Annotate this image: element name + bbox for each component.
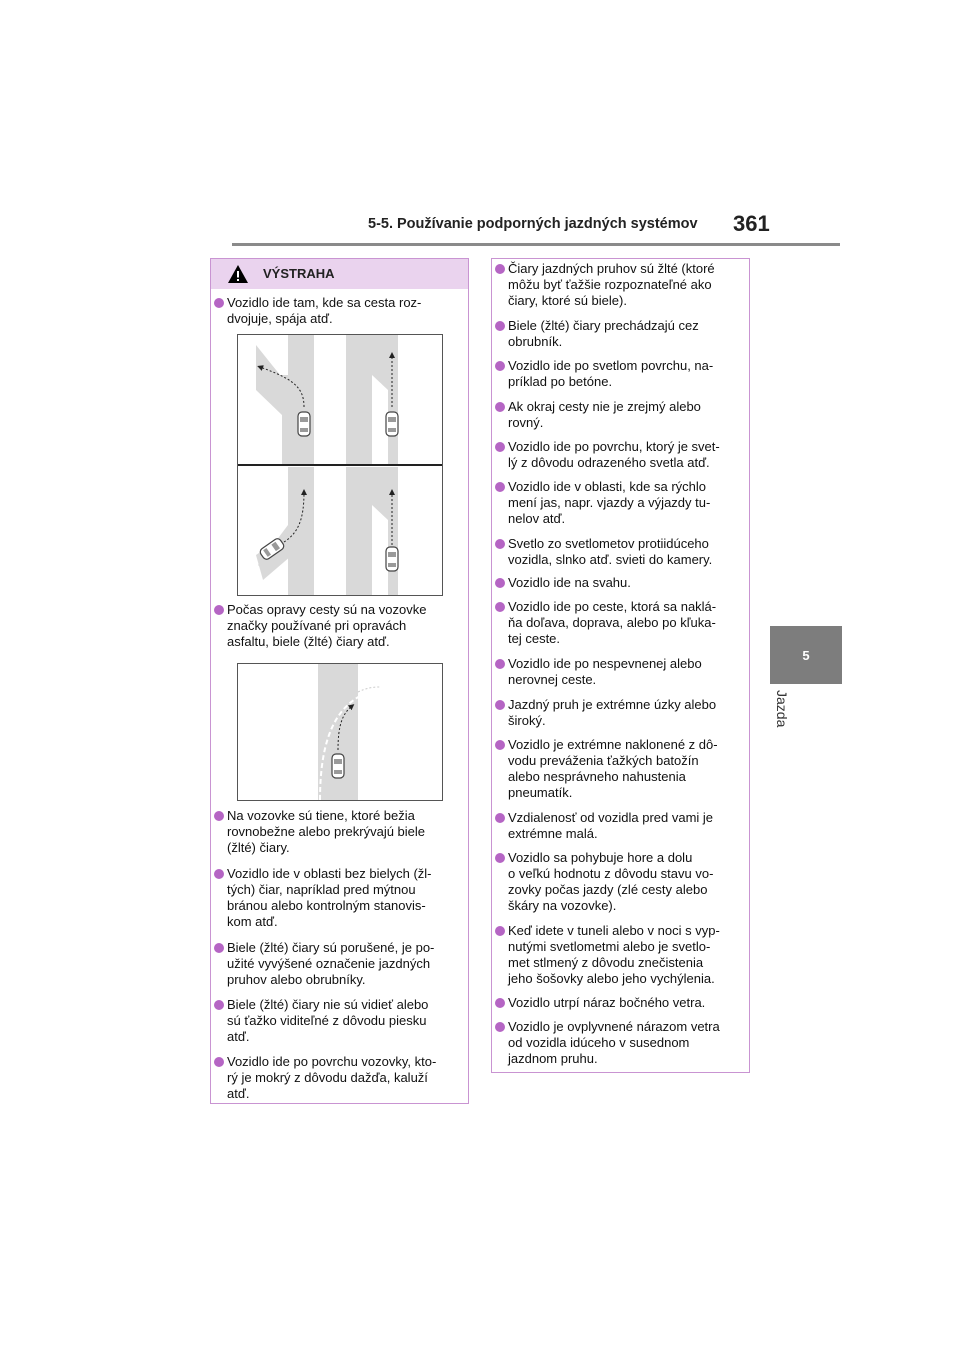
bullet-icon bbox=[214, 869, 224, 879]
list-item-text: Jazdný pruh je extrémne úzky alebo široký. bbox=[508, 697, 717, 728]
chapter-tab: 5 bbox=[770, 626, 842, 684]
bullet-icon bbox=[495, 578, 505, 588]
bullet-icon bbox=[214, 811, 224, 821]
bullet-icon bbox=[495, 740, 505, 750]
warning-title: VÝSTRAHA bbox=[263, 266, 335, 281]
warning-header bbox=[211, 259, 468, 289]
bullet-icon bbox=[495, 853, 505, 863]
section-title: 5-5. Používanie podporných jazdných systémov bbox=[368, 216, 698, 232]
list-item-text: Počas opravy cesty sú na vozovke značky používané pri opravách asfaltu, biele (žlté) čiary atď. bbox=[227, 602, 427, 649]
list-item-text: Biele (žlté) čiary prechádzajú cez obrubník. bbox=[508, 318, 699, 349]
list-item-text: Biele (žlté) čiary sú porušené, je po- užité vyvýšené označenie jazdných pruhov alebo obrubníky. bbox=[227, 940, 435, 987]
list-item-text: Čiary jazdných pruhov sú žlté (ktoré môžu byť ťažšie rozpoznateľné ako čiary, ktoré sú biele). bbox=[508, 261, 715, 308]
bullet-icon bbox=[214, 1000, 224, 1010]
bullet-icon bbox=[495, 926, 505, 936]
bullet-icon bbox=[495, 813, 505, 823]
bullet-icon bbox=[214, 943, 224, 953]
figure-road-repair-marks bbox=[237, 663, 443, 801]
list-item-text: Keď idete v tuneli alebo v noci s vyp- nutými svetlometmi alebo je svetlo- met stlmený z dôvodu znečistenia jeho šošovky alebo jeho vychýlenia. bbox=[508, 923, 720, 986]
bullet-icon bbox=[495, 602, 505, 612]
bullet-icon bbox=[495, 321, 505, 331]
list-item-text: Vozidlo ide tam, kde sa cesta roz- dvojuje, spája atď. bbox=[227, 295, 422, 326]
warning-triangle-icon bbox=[227, 264, 249, 284]
list-item-text: Vozidlo ide v oblasti, kde sa rýchlo mení jas, napr. vjazdy a výjazdy tu- nelov atď. bbox=[508, 479, 711, 526]
list-item-text: Vozidlo ide v oblasti bez bielych (žl- tých) čiar, napríklad pred mýtnou bránou alebo kontrolným stanovis- kom atď. bbox=[227, 866, 432, 929]
list-item-text: Vozidlo ide po nespevnenej alebo nerovnej ceste. bbox=[508, 656, 702, 687]
bullet-icon bbox=[495, 1022, 505, 1032]
warning-box-right bbox=[491, 258, 750, 1073]
list-item-text: Vozidlo ide po povrchu, ktorý je svet- lý z dôvodu odrazeného svetla atď. bbox=[508, 439, 720, 470]
bullet-icon bbox=[214, 605, 224, 615]
list-item-text: Vozidlo je ovplyvnené nárazom vetra od vozidla idúceho v susednom jazdnom pruhu. bbox=[508, 1019, 720, 1066]
bullet-icon bbox=[495, 361, 505, 371]
list-item-text: Biele (žlté) čiary nie sú vidieť alebo sú ťažko viditeľné z dôvodu piesku atď. bbox=[227, 997, 429, 1044]
list-item-text: Vozidlo je extrémne naklonené z dô- vodu preváženia ťažkých batožín alebo nesprávneho nahustenia pneumatík. bbox=[508, 737, 718, 800]
bullet-icon bbox=[495, 482, 505, 492]
bullet-icon bbox=[495, 700, 505, 710]
chapter-label bbox=[774, 690, 808, 740]
warning-box-left bbox=[210, 258, 469, 1104]
list-item-text: Vzdialenosť od vozidla pred vami je extrémne malá. bbox=[508, 810, 714, 841]
bullet-icon bbox=[495, 998, 505, 1008]
figure-road-split bbox=[237, 334, 443, 596]
list-item-text: Svetlo zo svetlometov protiidúceho vozidla, slnko atď. svieti do kamery. bbox=[508, 536, 713, 567]
bullet-icon bbox=[214, 1057, 224, 1067]
list-item-text: Na vozovke sú tiene, ktoré bežia rovnobežne alebo prekrývajú biele (žlté) čiary. bbox=[227, 808, 426, 855]
list-item-text: Vozidlo ide po ceste, ktorá sa naklá- ňa doľava, doprava, alebo po kľuka- tej ceste. bbox=[508, 599, 717, 646]
list-item-text: Vozidlo ide na svahu. bbox=[508, 575, 631, 590]
bullet-icon bbox=[495, 659, 505, 669]
chapter-label-text: Jazda bbox=[774, 690, 790, 728]
list-item-text: Vozidlo ide po svetlom povrchu, na- príklad po betóne. bbox=[508, 358, 714, 389]
list-item-text: Vozidlo ide po povrchu vozovky, kto- rý je mokrý z dôvodu dažďa, kaluží atď. bbox=[227, 1054, 437, 1101]
list-item-text: Vozidlo sa pohybuje hore a dolu o veľkú hodnotu z dôvodu stavu vo- zovky počas jazdy (zlé cesty alebo škáry na vozovke). bbox=[508, 850, 714, 913]
list-item-text: Vozidlo utrpí náraz bočného vetra. bbox=[508, 995, 706, 1010]
bullet-icon bbox=[495, 402, 505, 412]
bullet-icon bbox=[495, 539, 505, 549]
bullet-icon bbox=[495, 264, 505, 274]
header-rule bbox=[232, 243, 840, 246]
page-number: 361 bbox=[733, 211, 770, 236]
bullet-icon bbox=[495, 442, 505, 452]
list-item-text: Ak okraj cesty nie je zrejmý alebo rovný. bbox=[508, 399, 701, 430]
bullet-icon bbox=[214, 298, 224, 308]
